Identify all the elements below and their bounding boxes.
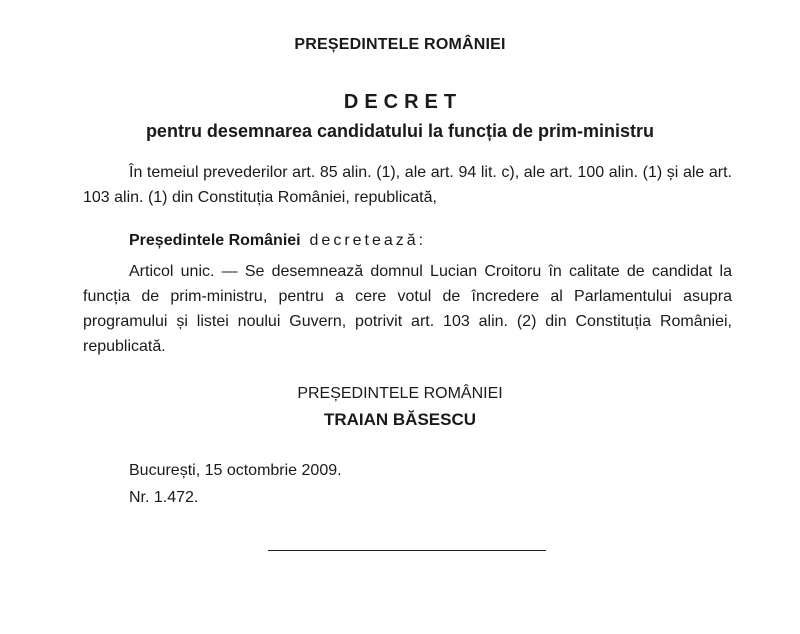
decree-subject: Președintele României [129, 232, 301, 249]
decree-subtitle: pentru desemnarea candidatului la funcția de prim-ministru [145, 121, 655, 141]
place-date: București, 15 octombrie 2009. [129, 462, 342, 479]
signature-name: TRAIAN BĂSESCU [323, 410, 477, 429]
decree-clause [83, 228, 732, 253]
signature-title: PREȘEDINTELE ROMÂNIEI [297, 385, 503, 402]
article-paragraph: Articol unic. — Se desemnează domnul Lucian Croitoru în calitate de candidat la funcția de prim-ministru, pentru a cere votul de încredere al Parlamentului asupra programului și listei noului Guvern, potrivit art. 103 alin. (2) din Constituția României, republicată. [83, 263, 732, 355]
decree-title: DECRET [343, 91, 463, 113]
divider-line [268, 550, 546, 551]
place-date-block [129, 457, 342, 511]
preamble-paragraph: În temeiul prevederilor art. 85 alin. (1), ale art. 94 lit. c), ale art. 100 alin. (1) și ale art. 103 alin. (1) din Constituția României, republicată, [83, 164, 732, 206]
decree-verb: decretează: [309, 232, 427, 249]
decree-number: Nr. 1.472. [129, 489, 199, 506]
document-header: PREȘEDINTELE ROMÂNIEI [294, 36, 506, 53]
